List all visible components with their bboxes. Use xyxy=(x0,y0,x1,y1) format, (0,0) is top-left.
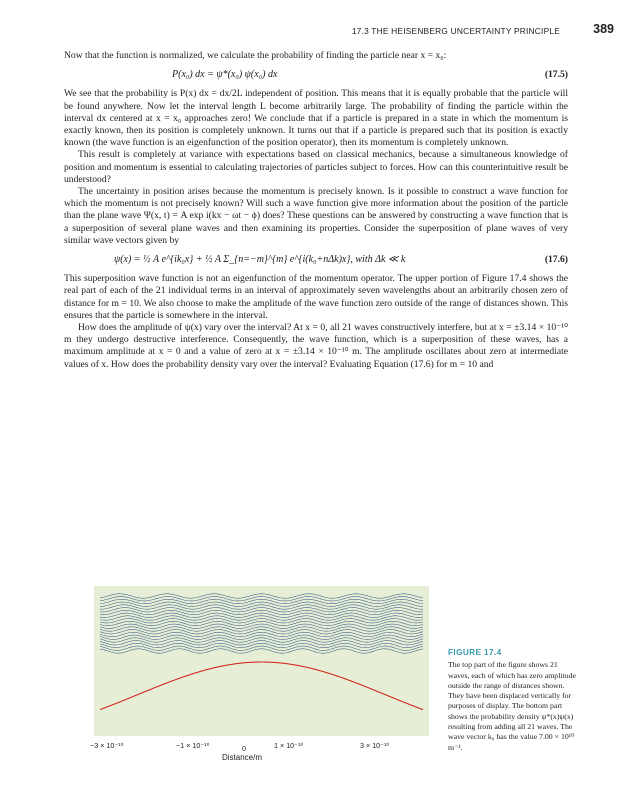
page-header xyxy=(0,22,626,42)
x-tick-label: 0 xyxy=(242,744,246,753)
x-tick-label: −1 × 10⁻¹⁰ xyxy=(176,741,210,750)
paragraph: This result is completely at variance with expectations based on classical mechanics, because a simultaneous knowledge of position and momentum is essential to calculating trajectories of particles subject to forces. How can this counterintuitive result be understood? xyxy=(64,149,568,185)
paragraph: The uncertainty in position arises because the momentum is precisely known. Is it possible to construct a wave function for which the momentum is not precisely known? Will such a wave function give more information about the position of the particle than the plane wave Ψ(x, t) = A exp i(kx − ωt − ϕ) does? These questions can be answered by constructing a wave function that is a superposition of several plane waves and then examining its properties. Consider the superposition of plane waves of very similar wave vectors given by xyxy=(64,186,568,246)
wave-superposition-plot xyxy=(94,586,429,736)
caption-text: The top part of the figure shows 21 waves, each of which has zero amplitude outside the range of distances shown. They have been displaced vertically for purposes of display. The bottom part shows the probability density ψ*(x)ψ(x) resulting from adding all 21 waves. The wave vector k₀ has the value 7.00 × 10¹⁰ m⁻¹. xyxy=(448,660,576,752)
equation-expression: P(x₀) dx = ψ*(x₀) ψ(x₀) dx xyxy=(172,69,278,81)
paragraph: This superposition wave function is not an eigenfunction of the momentum operator. The upper portion of Figure 17.4 shows the real part of each of the 21 individual terms in an interval of approximately seven wavelengths about an arbitrarily chosen zero of distance for m = 10. We also choose to make the amplitude of the wave function zero outside of the range of distances shown. This ensures that the particle is somewhere in the interval. xyxy=(64,273,568,321)
x-tick-label: 3 × 10⁻¹⁰ xyxy=(360,741,390,750)
equation-expression: ψ(x) = ½ A e^{ik₀x} + ½ A Σ_{n=−m}^{m} e^{i(k₀+nΔk)x}, with Δk ≪ k xyxy=(114,254,406,266)
figure-label: FIGURE 17.4 xyxy=(448,648,502,657)
equation-17-5 xyxy=(64,69,568,81)
page-number: 389 xyxy=(593,22,614,36)
paragraph: We see that the probability is P(x) dx = dx/2L independent of position. This means that it is equally probable that the particle will be found anywhere. Now let the interval length L become arbitrarily large. The probability of finding the particle within the interval dx centered at x = x₀ approaches zero! We conclude that if a particle is prepared in a state in which the momentum is exactly known, then its position is completely unknown. It turns out that if a particle is prepared such that its position is exactly known (the wave function is an eigenfunction of the position operator), then its momentum is completely unknown. xyxy=(64,88,568,149)
paragraph: Now that the function is normalized, we calculate the probability of finding the particle near x = x₀: xyxy=(64,50,447,61)
x-axis-label: Distance/m xyxy=(222,753,263,762)
paragraph: How does the amplitude of ψ(x) vary over the interval? At x = 0, all 21 waves constructively interfere, but at x = ±3.14 × 10⁻¹⁰ m they undergo destructive interference. Consequently, the wave function, which is a superposition of these waves, has a maximum amplitude at x = 0 and a value of zero at x = ±3.14 × 10⁻¹⁰ m. The amplitude oscillates about zero at intermediate values of x. How does the probability density vary over the interval? Evaluating Equation (17.6) for m = 10 and xyxy=(64,322,568,370)
equation-17-6 xyxy=(64,254,568,266)
x-tick-label: 1 × 10⁻¹⁰ xyxy=(274,741,304,750)
plot-background xyxy=(94,586,429,736)
equation-number: (17.6) xyxy=(544,254,568,266)
x-axis xyxy=(64,741,484,771)
figure-17-4 xyxy=(94,586,429,736)
running-title: 17.3 THE HEISENBERG UNCERTAINTY PRINCIPLE xyxy=(351,26,560,36)
body-text xyxy=(64,50,568,371)
figure-caption xyxy=(448,648,576,753)
x-tick-label: −3 × 10⁻¹⁰ xyxy=(90,741,124,750)
equation-number: (17.5) xyxy=(544,69,568,81)
